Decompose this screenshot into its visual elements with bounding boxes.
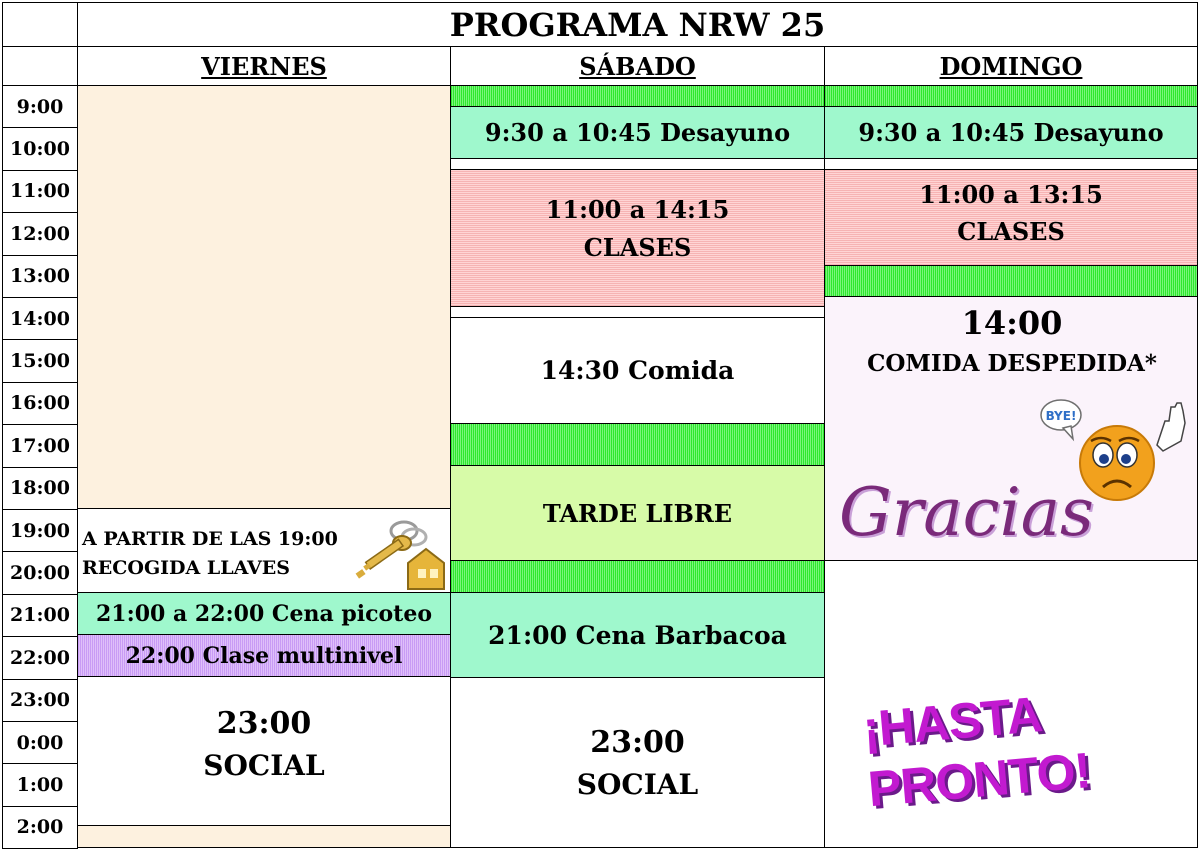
time-label: 2:00 — [2, 806, 78, 849]
time-label: 21:00 — [2, 594, 78, 637]
time-label: 9:00 — [2, 85, 78, 128]
time-label: 19:00 — [2, 509, 78, 552]
time-label: 17:00 — [2, 424, 78, 467]
sabado-green-bar-1 — [450, 85, 825, 107]
time-label: 18:00 — [2, 467, 78, 510]
sabado-cena: 21:00 Cena Barbacoa — [450, 592, 825, 678]
domingo-clases-time: 11:00 a 13:15 — [919, 179, 1103, 209]
time-label: 16:00 — [2, 382, 78, 425]
day-header-viernes: VIERNES — [77, 46, 451, 86]
domingo-green-bar-1 — [824, 85, 1198, 107]
viernes-llaves-block — [77, 508, 451, 593]
time-label: 13:00 — [2, 255, 78, 298]
hasta-pronto-text: ¡HASTA PRONTO! — [860, 686, 1093, 818]
viernes-cena: 21:00 a 22:00 Cena picoteo — [77, 592, 451, 635]
sabado-desayuno: 9:30 a 10:45 Desayuno — [450, 106, 825, 159]
day-header-sabado: SÁBADO — [450, 46, 825, 86]
viernes-clase: 22:00 Clase multinivel — [77, 634, 451, 677]
time-label: 22:00 — [2, 636, 78, 679]
time-label: 23:00 — [2, 679, 78, 722]
sabado-social-label: SOCIAL — [576, 767, 699, 801]
corner-cell-2 — [2, 46, 78, 86]
keys-icon — [346, 513, 446, 593]
time-label: 15:00 — [2, 339, 78, 382]
domingo-comida-label: COMIDA DESPEDIDA* — [867, 350, 1157, 377]
viernes-end-block — [77, 825, 451, 848]
gracias-text: Gracias — [839, 474, 1094, 551]
domingo-clases — [824, 169, 1198, 266]
domingo-hasta-pronto-block — [824, 560, 1198, 848]
sabado-social-time: 23:00 — [590, 724, 685, 760]
domingo-clases-label: CLASES — [957, 216, 1065, 246]
viernes-social-label: SOCIAL — [203, 749, 325, 782]
time-label: 0:00 — [2, 721, 78, 764]
domingo-green-bar-2 — [824, 265, 1198, 297]
sabado-clases-time: 11:00 a 14:15 — [545, 195, 730, 224]
time-label: 10:00 — [2, 127, 78, 170]
sabado-comida: 14:30 Comida — [450, 317, 825, 424]
llaves-line-1: A PARTIR DE LAS 19:00 — [82, 528, 338, 550]
corner-cell — [2, 2, 78, 47]
time-label: 12:00 — [2, 212, 78, 255]
day-header-domingo: DOMINGO — [824, 46, 1198, 86]
viernes-social — [77, 676, 451, 826]
sabado-green-bar-2 — [450, 423, 825, 466]
domingo-desayuno: 9:30 a 10:45 Desayuno — [824, 106, 1198, 159]
domingo-comida-time: 14:00 — [961, 304, 1063, 342]
time-label: 14:00 — [2, 297, 78, 340]
time-label: 20:00 — [2, 551, 78, 594]
bye-bubble-text: BYE! — [1045, 409, 1077, 423]
time-label: 11:00 — [2, 170, 78, 213]
sabado-green-bar-3 — [450, 560, 825, 593]
llaves-line-2: RECOGIDA LLAVES — [82, 557, 290, 579]
viernes-social-time: 23:00 — [216, 706, 312, 741]
viernes-free-block — [77, 85, 451, 509]
sabado-clases — [450, 169, 825, 307]
domingo-comida-despedida — [824, 296, 1198, 561]
page-title: PROGRAMA NRW 25 — [77, 2, 1198, 47]
sabado-clases-label: CLASES — [583, 233, 692, 262]
sabado-tarde-libre: TARDE LIBRE — [450, 465, 825, 561]
sabado-social — [450, 677, 825, 848]
time-label: 1:00 — [2, 763, 78, 806]
